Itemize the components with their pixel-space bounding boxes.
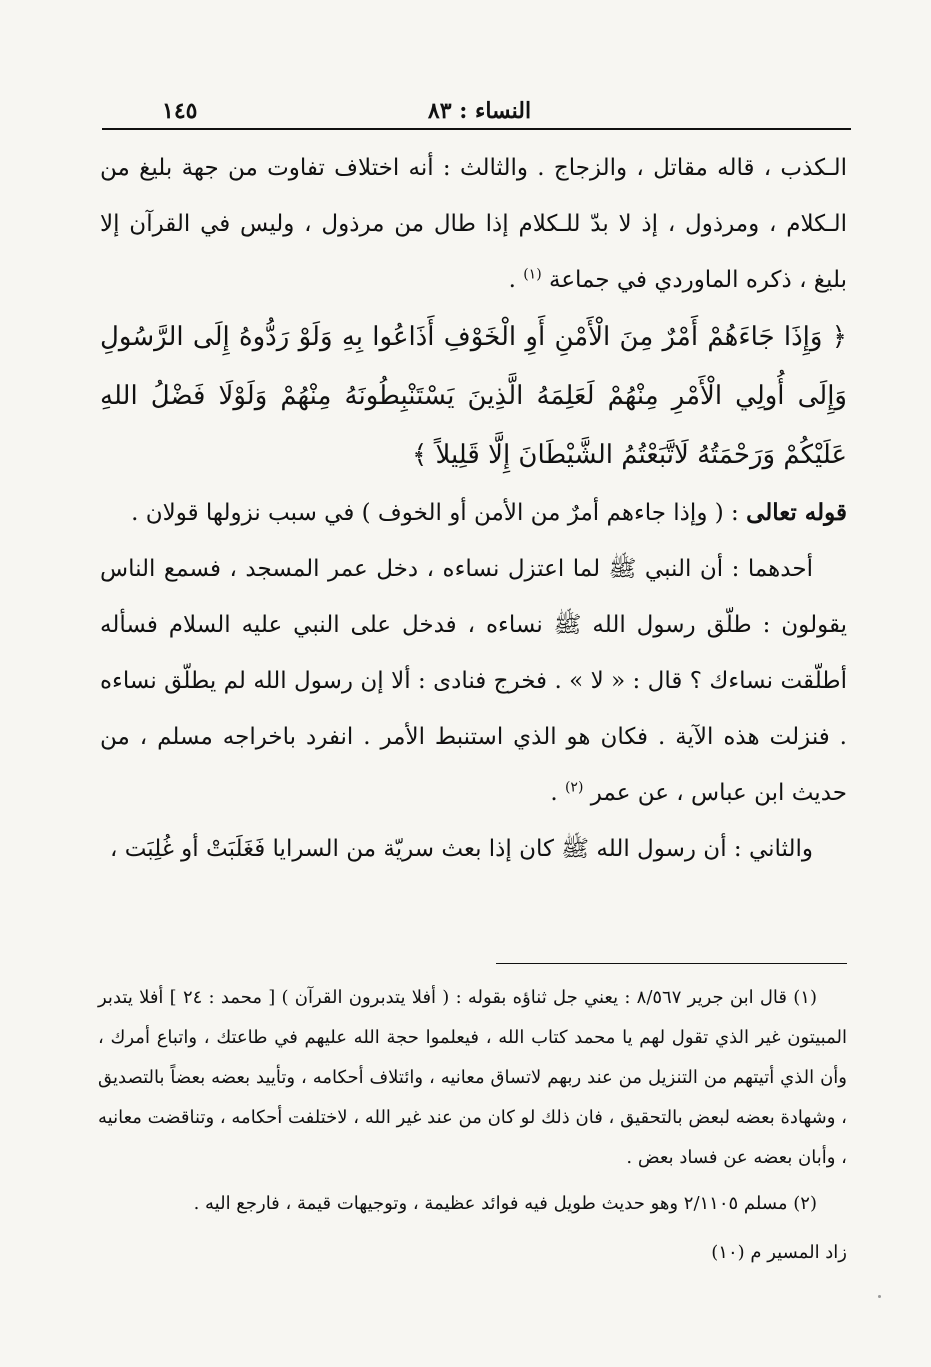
verse-line: رَدُّوهُ إِلَى الرَّسُولِ وَإِلَى أُولِي الْأَمْرِ مِنْهُمْ لَعَلِمَهُ الَّذِينَ <box>100 322 847 411</box>
footnotes <box>98 978 847 1224</box>
running-title: النساء : ٨٣ <box>427 98 532 124</box>
scan-speck <box>878 1295 881 1298</box>
text-line: نساءك ؟ قال : « لا » . فخرج فنادى : ألا إن رسول الله لم يطلّق نساءه . فنزلت <box>100 668 847 750</box>
footnote-line: (١) قال ابن جرير ٨/٥٦٧ : يعني جل ثناؤه بقوله : ( أفلا يتدبرون القرآن ) [ محمد : ٢٤ ] <box>169 987 817 1008</box>
verse-line: ﴿ وَإِذَا جَاءَهُمْ أَمْرٌ مِنَ الْأَمْنِ أَوِ الْخَوْفِ أَذَاعُوا بِهِ وَلَوْ <box>298 322 847 352</box>
text-line: الـكذب ، قاله مقاتل ، والزجاج . والثالث : أنه اختلاف تفاوت من جهة بليغ من <box>100 155 847 181</box>
footnote-1 <box>98 978 847 1178</box>
text-line: إلا بليغ ، ذكره الماوردي في جماعة <box>100 211 847 293</box>
header-rule <box>102 128 851 130</box>
footnote-ref-2: (٢) <box>564 779 584 796</box>
paragraph-1 <box>100 140 847 308</box>
main-text <box>100 140 847 877</box>
intro-bold: قوله تعالى <box>746 499 847 526</box>
footnote-2: (٢) مسلم ٢/١١٠٥ وهو حديث طويل فيه فوائد عظيمة ، وتوجيهات قيمة ، فارجع اليه . <box>193 1193 817 1214</box>
page-header <box>108 82 851 128</box>
footnote-line: أحكامه ، وتناقضت معانيه ، وأبان بعضه عن فساد بعض . <box>98 1107 847 1168</box>
paragraph-3: والثاني : أن رسول الله ﷺ كان إذا بعث سريّة من السرايا فَغَلَبَتْ أو غُلِبَت ، <box>109 836 813 862</box>
text-line: . <box>508 267 524 293</box>
footnote-line: أمرك ، وأن الذي أتيتهم من التنزيل من عند ربهم لاتساق معانيه ، وائتلاف أحكامه ، وتأييد بعضه <box>98 1027 847 1088</box>
verse-line: الشَّيْطَانَ إِلَّا قَلِيلاً ﴾ <box>411 440 613 470</box>
verse-line: يَسْتَنْبِطُونَهُ مِنْهُمْ وَلَوْلَا فَضْلُ اللهِ عَلَيْكُمْ وَرَحْمَتُهُ لَاتَّبَعْتُمُ <box>100 381 847 470</box>
intro-rest: : ( وإذا جاءهم أمرٌ من الأمن أو الخوف ) في سبب نزولها قولان . <box>131 500 747 526</box>
text-line: يقولون : طلّق رسول الله ﷺ نساءه ، فدخل على النبي عليه السلام فسأله أطلّقت <box>100 612 847 694</box>
footnote-line: أفلا يتدبر المبيتون غير الذي تقول لهم يا محمد كتاب الله ، فيعلموا حجة الله عليهم في طاعتك ، واتباع <box>98 987 847 1048</box>
text-line: أحدهما : أن النبي ﷺ لما اعتزل نساءه ، دخل عمر المسجد ، فسمع الناس <box>100 556 813 582</box>
text-line: ابن عباس ، عن عمر <box>590 780 785 806</box>
footnote-line: بعضاً بالتصديق ، وشهادة بعضه لبعض بالتحقيق ، فان ذلك لو كان من عند غير الله ، لاختلفت <box>98 1067 847 1128</box>
footnote-ref-1: (١) <box>523 266 542 283</box>
paragraph-2 <box>100 541 847 821</box>
quran-verse <box>100 308 847 485</box>
footnote-rule <box>496 963 847 964</box>
text-line: هذه الآية . فكان هو الذي استنبط الأمر . انفرد باخراجه مسلم ، من حديث <box>100 724 847 806</box>
page-number: ١٤٥ <box>162 98 198 124</box>
intro-line <box>100 485 847 541</box>
text-line: . <box>550 780 565 806</box>
printer-signature: زاد المسير م (١٠) <box>711 1242 847 1263</box>
text-line: الـكلام ، ومرذول ، إذ لا بدّ للـكلام إذا طال من مرذول ، وليس في القرآن <box>129 211 847 237</box>
